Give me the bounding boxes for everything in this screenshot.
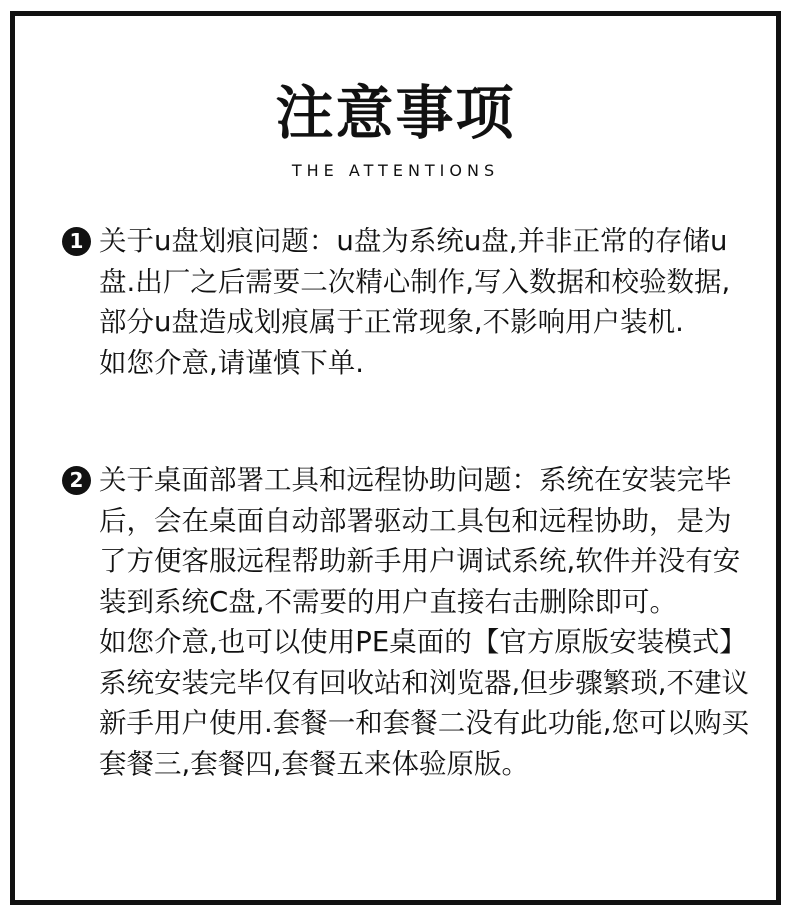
notice-paragraph: 关于u盘划痕问题：u盘为系统u盘,并非正常的存储u盘.出厂之后需要二次精心制作,写入数据和校验数据,部分u盘造成划痕属于正常现象,不影响用户装机. [99,225,731,338]
notice-item-desktop-tools [69,460,749,784]
notice-paragraph: 如您介意,也可以使用PE桌面的【官方原版安装模式】系统安装完毕仅有回收站和浏览器,但步骤繁琐,不建议新手用户使用.套餐一和套餐二没有此功能,您可以购买套餐三,套餐四,套餐五来体验原版。 [99,626,749,780]
notice-paragraph: 如您介意,请谨慎下单. [99,346,364,379]
notice-frame [10,11,781,905]
notice-paragraph: 关于桌面部署工具和远程协助问题：系统在安装完毕后，会在桌面自动部署驱动工具包和远程协助，是为了方便客服远程帮助新手用户调试系统,软件并没有安装到系统C盘,不需要的用户直接右击删除即可。 [99,464,741,618]
number-badge-icon: 1 [62,227,91,256]
page-title: 注意事项 [275,79,516,147]
number-badge-icon: 2 [62,466,91,495]
page-subtitle: THE ATTENTIONS [291,161,500,180]
notice-item-usb-scratches [69,221,749,383]
